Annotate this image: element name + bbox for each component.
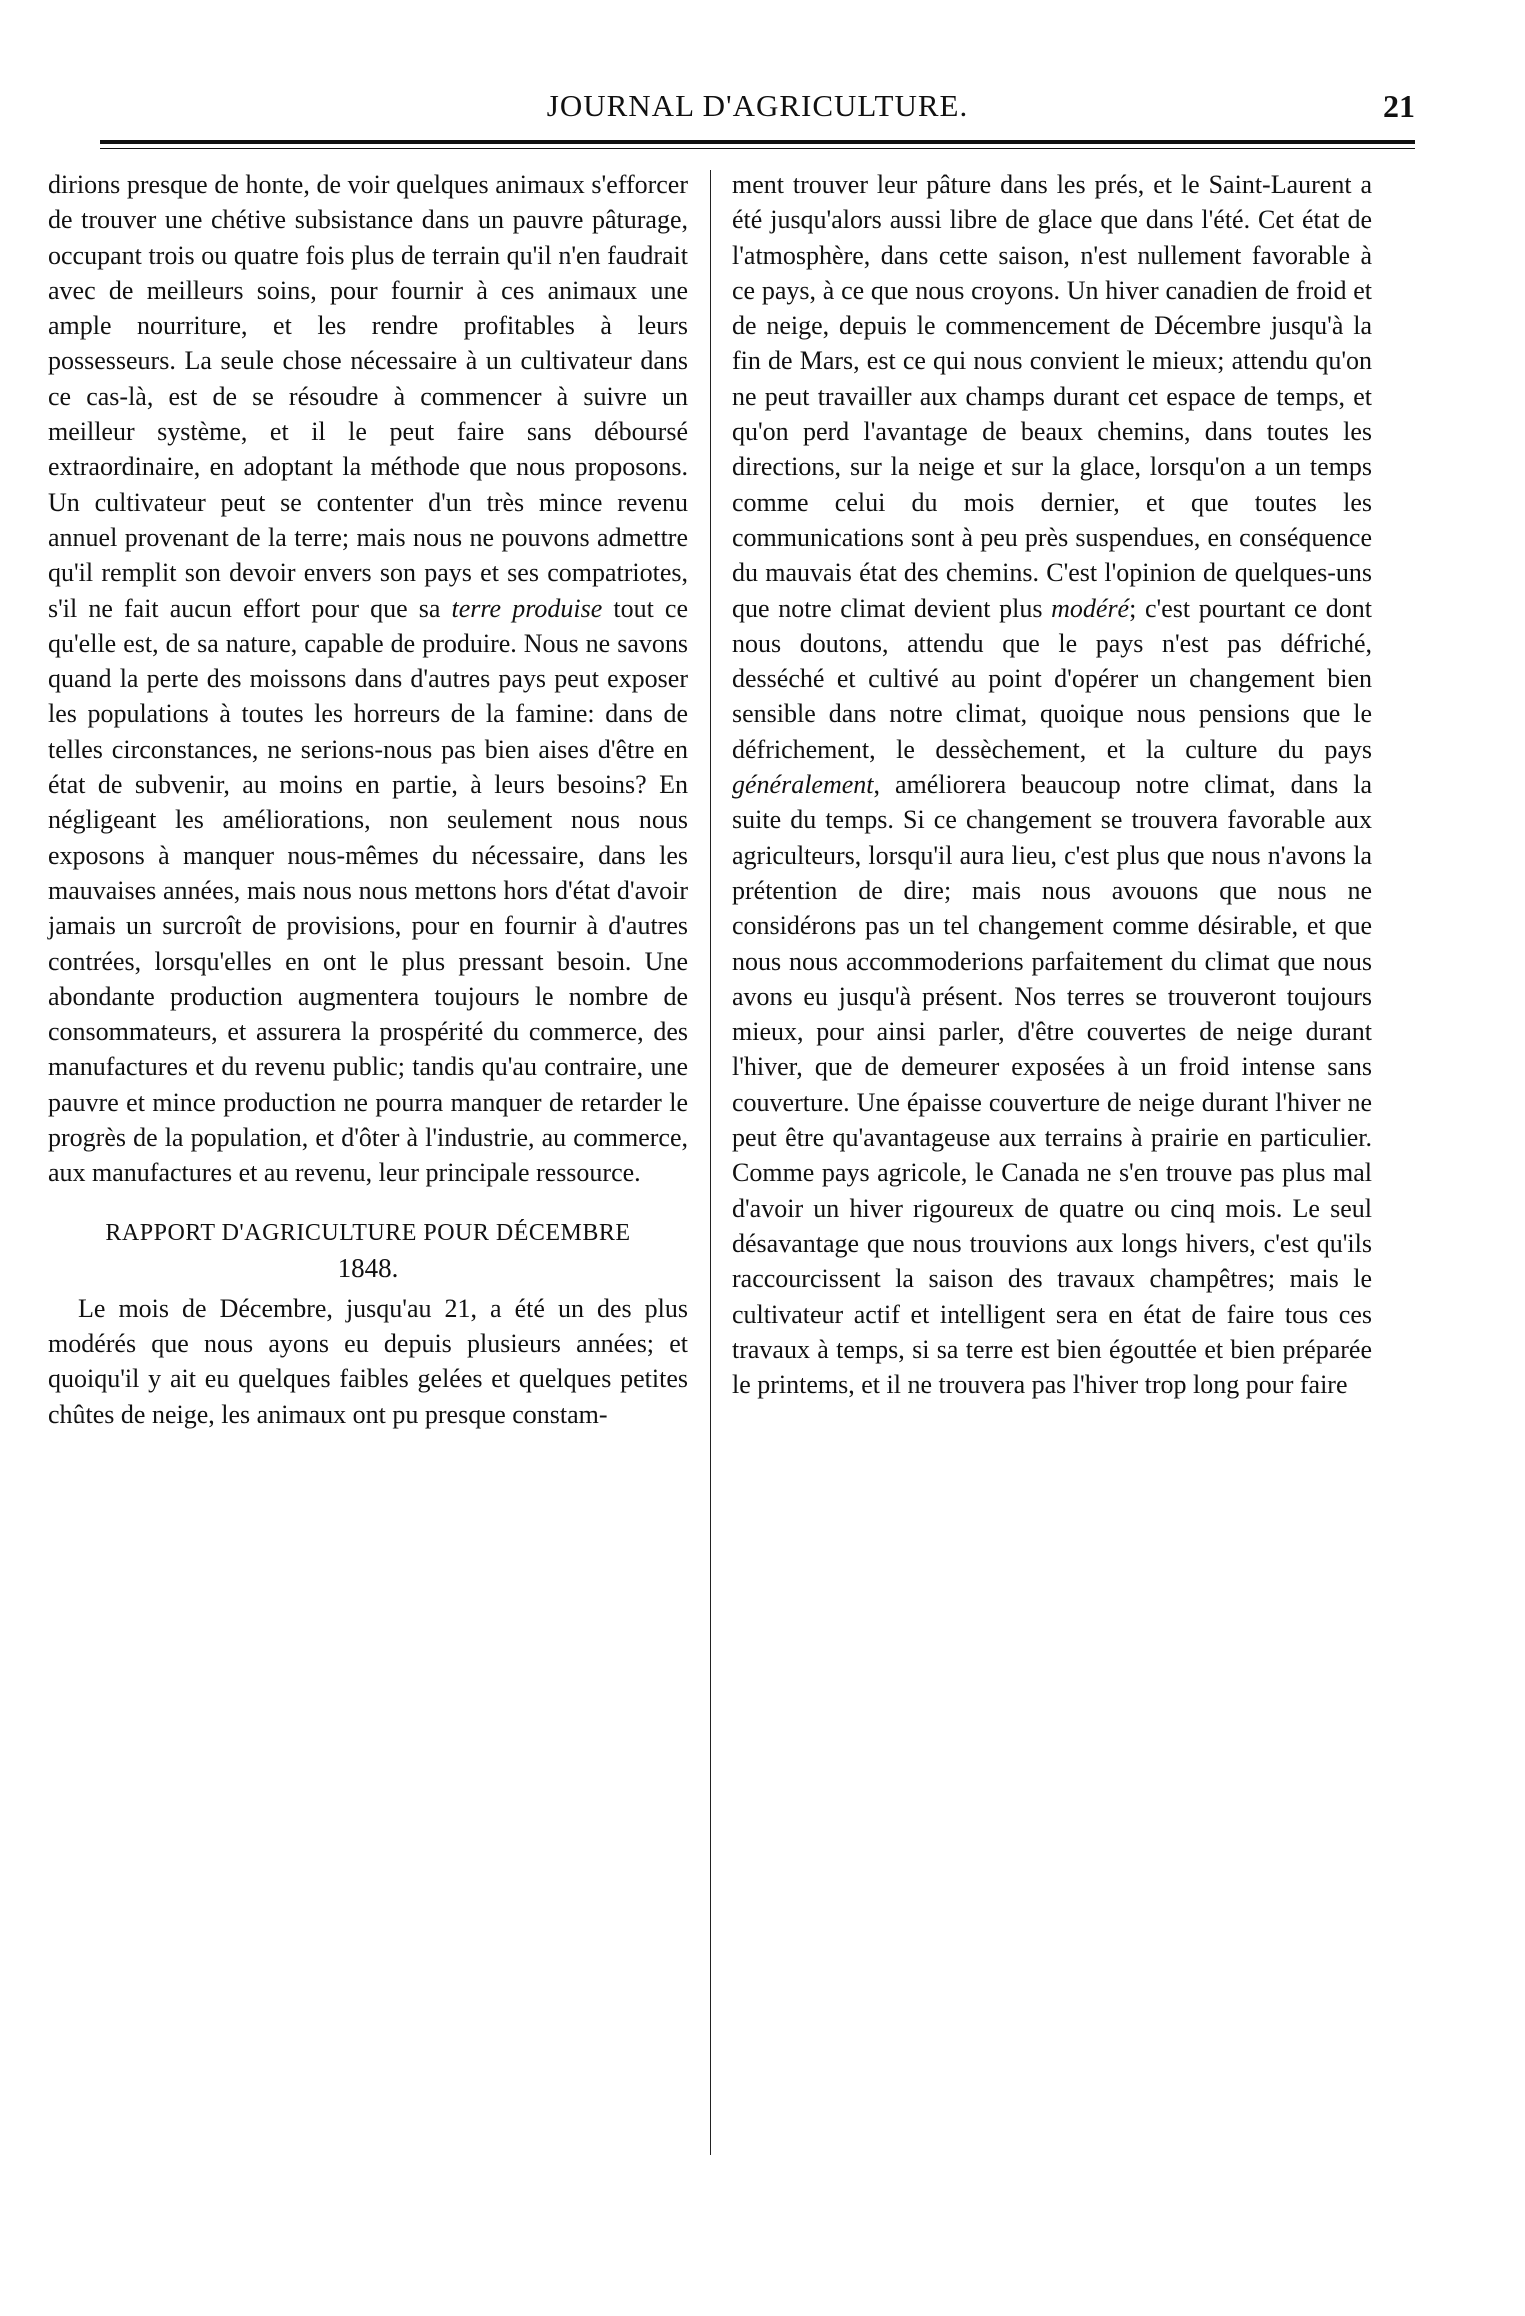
left-paragraph-1	[48, 167, 688, 1191]
right-column	[732, 167, 1372, 1402]
header-rule-thick	[100, 140, 1415, 144]
section-heading-year: 1848.	[337, 1252, 399, 1283]
left-paragraph-2: Le mois de Décembre, jusqu'au 21, a été un des plus modérés que nous ayons eu depuis plusieurs années; et quoiqu'il y ait eu quelques faibles gelées et quelques petites chûtes de neige, les animaux ont pu presque constam-	[48, 1293, 688, 1429]
left-column	[48, 167, 688, 1432]
right-paragraph-1	[732, 167, 1372, 1402]
right-paragraph-1-continued: ; c'est pourtant ce dont nous doutons, attendu que le pays n'est pas défriché, desséché et cultivé au point d'opérer un changement bien sensible dans notre climat, quoique nous pensions que le défrichement, le dessèchement, et la culture du pays	[732, 593, 1373, 764]
left-paragraph-1-text: dirions presque de honte, de voir quelques animaux s'efforcer de trouver une chétive subsistance dans un pauvre pâturage, occupant trois ou quatre fois plus de terrain qu'il n'en faudrait avec de meilleurs soins, pour fournir à ces animaux une ample nourriture, et les rendre profitables à leurs possesseurs. La seule chose nécessaire à un cultivateur dans ce cas-là, est de se résoudre à commencer à suivre un meilleur système, et il le peut faire sans déboursé extraordinaire, en adoptant la méthode que nous proposons. Un cultivateur peut se contenter d'un très mince revenu annuel provenant de la terre; mais nous ne pouvons admettre qu'il remplit son devoir envers son pays et ses compatriotes, s'il ne fait aucun effort pour que sa	[48, 170, 688, 623]
right-paragraph-1-continued-2: , améliorera beaucoup notre climat, dans la suite du temps. Si ce changement se trouvera favorable aux agriculteurs, lorsqu'il aura lieu, c'est plus que nous n'avons la prétention de dire; mais nous avouons que nous ne considérons pas un tel changement comme désirable, et que nous nous accommoderions parfaitement du climat que nous avons eu jusqu'à présent. Nos terres se trouveront toujours mieux, pour ainsi parler, d'être couvertes de neige durant l'hiver, que de demeurer exposées à un froid intense sans couverture. Une épaisse couverture de neige durant l'hiver ne peut être qu'avantageuse aux terrains à prairie en particulier. Comme pays agricole, le Canada ne s'en trouve pas plus mal d'avoir un hiver rigoureux de quatre ou cinq mois. Le seul désavantage que nous trouvions aux longs hivers, c'est qu'ils raccourcissent la saison des travaux champêtres; mais le cultivateur actif et intelligent sera en état de faire tous ces travaux à temps, si sa terre est bien égouttée et bien préparée le printems, et il ne trouvera pas l'hiver trop long pour faire	[732, 770, 1372, 1400]
right-paragraph-1-italic: modéré	[1051, 593, 1130, 623]
left-paragraph-1-italic: terre produise	[451, 593, 603, 623]
page-number: 21	[1383, 88, 1415, 124]
section-heading: RAPPORT D'AGRICULTURE POUR DÉCEMBRE	[105, 1219, 631, 1246]
running-head	[100, 86, 1415, 130]
left-paragraph-1-continued: tout ce qu'elle est, de sa nature, capable de produire. Nous ne savons quand la perte des moissons dans d'autres pays peut exposer les populations à toutes les horreurs de la famine: dans de telles circonstances, ne serions-nous pas bien aises d'être en état de subvenir, au moins en partie, à leurs besoins? En négligeant les améliorations, non seulement nous nous exposons à manquer nous-mêmes du nécessaire, dans les mauvaises années, mais nous nous mettons hors d'état d'avoir jamais un surcroît de provisions, pour en fournir à d'autres contrées, lorsqu'elles en ont le plus pressant besoin. Une abondante production augmentera toujours le nombre de consommateurs, et assurera la prospérité du commerce, des manufactures et du revenu public; tandis qu'au contraire, une pauvre et mince production ne pourra manquer de retarder le progrès de la population, et d'ôter à l'industrie, au commerce, aux manufactures et au revenu, leur principale ressource.	[48, 593, 688, 1188]
journal-title: JOURNAL D'AGRICULTURE.	[546, 88, 969, 123]
right-paragraph-1-italic-2: généralement	[732, 770, 874, 800]
right-paragraph-1-text: ment trouver leur pâture dans les prés, et le Saint-Laurent a été jusqu'alors aussi libre de glace que dans l'été. Cet état de l'atmosphère, dans cette saison, n'est nullement favorable à ce pays, à ce que nous croyons. Un hiver canadien de froid et de neige, depuis le commencement de Décembre jusqu'à la fin de Mars, est ce qui nous convient le mieux; attendu qu'on ne peut travailler aux champs durant cet espace de temps, et qu'on perd l'avantage de beaux chemins, dans toutes les directions, sur la neige et sur la glace, lorsqu'on a un temps comme celui du mois dernier, et que toutes les communications sont à peu près suspendues, en conséquence du mauvais état des chemins. C'est l'opinion de quelques-uns que notre climat devient plus	[732, 170, 1372, 623]
column-divider	[710, 170, 711, 2155]
header-rule-thin	[100, 148, 1415, 149]
